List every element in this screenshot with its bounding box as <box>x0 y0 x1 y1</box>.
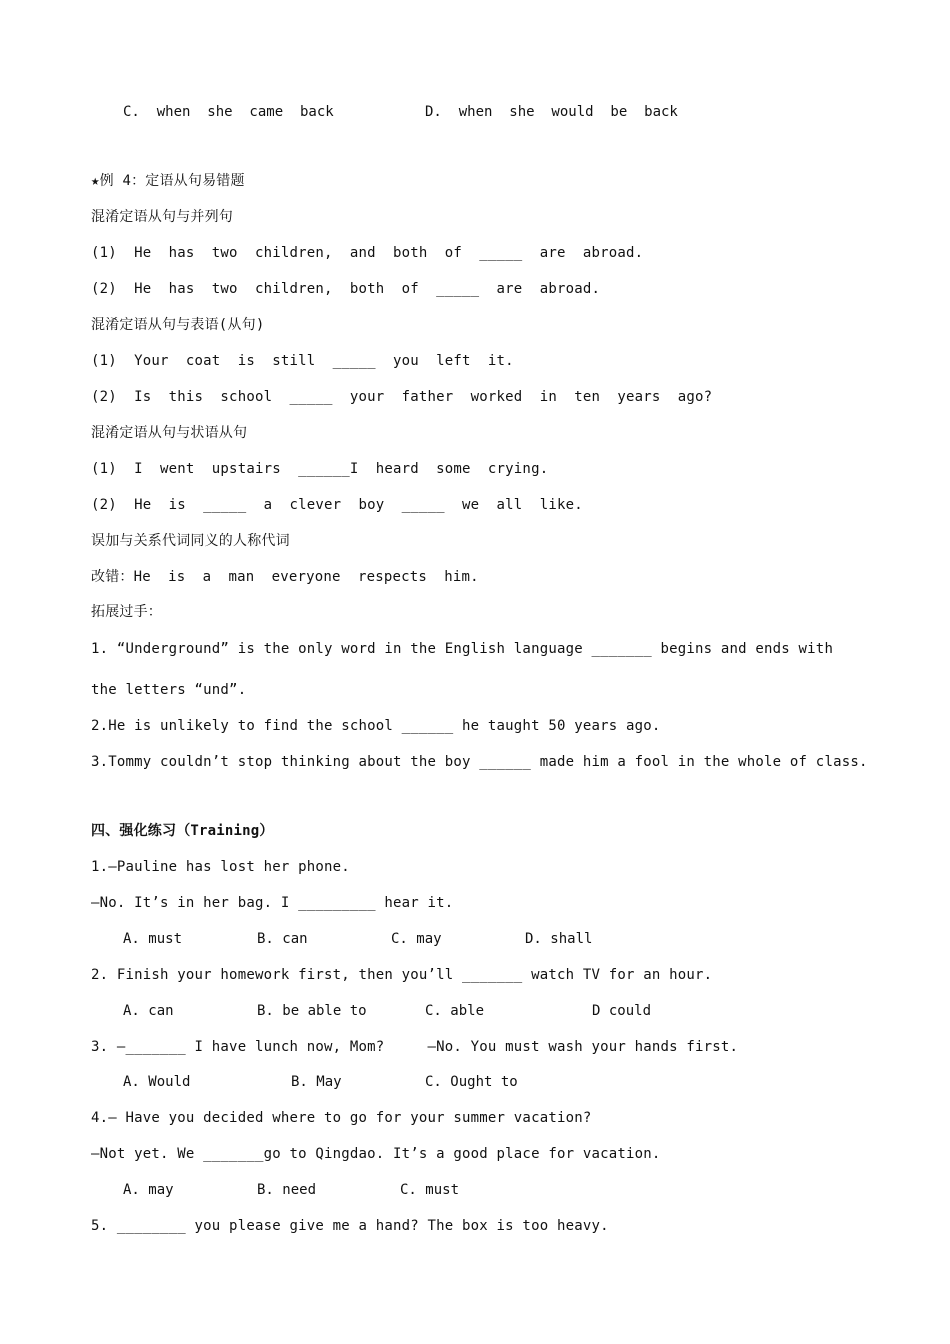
question-5: 5. ________ you please give me a hand? The box is too heavy. <box>91 1218 609 1234</box>
example4-title: ★例 4：定语从句易错题 <box>91 173 245 189</box>
sentence: (2) He is _____ a clever boy _____ we all like. <box>91 497 583 513</box>
option-a: A. must <box>123 931 183 947</box>
sentence: (2) Is this school _____ your father worked in ten years ago? <box>91 389 713 405</box>
option-b: B. be able to <box>257 1003 367 1019</box>
question-3: 3. —_______ I have lunch now, Mom? —No. You must wash your hands first. <box>91 1039 739 1055</box>
option-a: A. can <box>123 1003 174 1019</box>
subheading-pronoun: 误加与关系代词同义的人称代词 <box>91 533 290 549</box>
option-c: C. may <box>391 931 442 947</box>
question-4-reply: —Not yet. We _______go to Qingdao. It’s a good place for vacation. <box>91 1146 661 1162</box>
question-2: 2. Finish your homework first, then you’ll _______ watch TV for an hour. <box>91 967 713 983</box>
option-d: D. when she would be back <box>425 104 678 120</box>
option-b: B. May <box>291 1074 342 1090</box>
question-1: 1.—Pauline has lost her phone. <box>91 859 350 875</box>
question-4: 4.— Have you decided where to go for your summer vacation? <box>91 1110 592 1126</box>
exercise-1: 1. “Underground” is the only word in the English language _______ begins and ends with <box>91 641 834 657</box>
option-c: C. when she came back <box>123 104 334 120</box>
subheading-predicative: 混淆定语从句与表语(从句) <box>91 317 265 333</box>
training-title: 四、强化练习（Training） <box>91 823 274 839</box>
option-b: B. need <box>257 1182 317 1198</box>
expand-title: 拓展过手： <box>91 604 162 620</box>
option-b: B. can <box>257 931 308 947</box>
sentence: (2) He has two children, both of _____ are abroad. <box>91 281 601 297</box>
option-a: A. Would <box>123 1074 191 1090</box>
option-a: A. may <box>123 1182 174 1198</box>
option-c: C. able <box>425 1003 485 1019</box>
sentence: (1) I went upstairs ______I heard some crying. <box>91 461 549 477</box>
exercise-3: 3.Tommy couldn’t stop thinking about the boy ______ made him a fool in the whole of class. <box>91 754 868 770</box>
exercise-1-continued: the letters “und”. <box>91 682 247 698</box>
sentence: (1) Your coat is still _____ you left it. <box>91 353 514 369</box>
option-d: D could <box>592 1003 652 1019</box>
question-1-reply: —No. It’s in her bag. I _________ hear it. <box>91 895 454 911</box>
subheading-coordinate: 混淆定语从句与并列句 <box>91 209 233 225</box>
option-c: C. Ought to <box>425 1074 518 1090</box>
option-c: C. must <box>400 1182 460 1198</box>
sentence: (1) He has two children, and both of _____ are abroad. <box>91 245 644 261</box>
subheading-adverbial: 混淆定语从句与状语从句 <box>91 425 248 441</box>
option-d: D. shall <box>525 931 593 947</box>
exercise-2: 2.He is unlikely to find the school ______ he taught 50 years ago. <box>91 718 661 734</box>
correction-sentence: 改错：He is a man everyone respects him. <box>91 569 479 585</box>
